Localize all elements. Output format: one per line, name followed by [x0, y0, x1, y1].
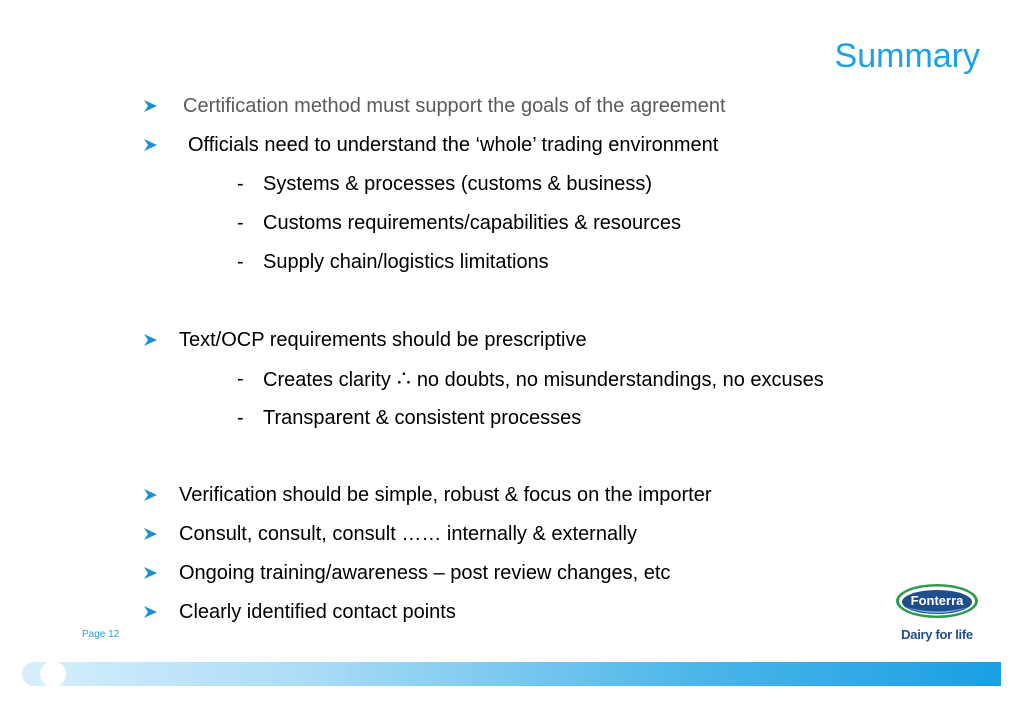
arrow-bullet-icon [143, 560, 161, 586]
sub-item-text: Supply chain/logistics limitations [263, 251, 549, 273]
arrow-bullet-icon [143, 521, 161, 547]
footer-gradient-bar [22, 662, 1001, 686]
slide-title: Summary [834, 37, 980, 75]
arrow-bullet-icon [143, 132, 161, 158]
bullet-text: Clearly identified contact points [179, 601, 456, 623]
sub-item-dash: - [237, 173, 244, 195]
page-number: Page 12 [82, 629, 120, 640]
bullet-text: Text/OCP requirements should be prescriptive [179, 329, 587, 351]
bullet-text: Certification method must support the goals of the agreement [183, 95, 726, 117]
footer-dot [40, 661, 66, 687]
bullet-text: Verification should be simple, robust & focus on the importer [179, 484, 712, 506]
logo-tagline: Dairy for life [901, 627, 973, 642]
arrow-bullet-icon [143, 482, 161, 508]
sub-item-dash: - [237, 251, 244, 273]
sub-item-text: Customs requirements/capabilities & resources [263, 212, 681, 234]
sub-item-dash: - [237, 407, 244, 429]
sub-item-dash: - [237, 368, 244, 390]
sub-item-text-after: no doubts, no misunderstandings, no excuses [416, 369, 824, 391]
sub-item-text: Transparent & consistent processes [263, 407, 582, 429]
sub-item-dash: - [237, 212, 244, 234]
arrow-bullet-icon [143, 93, 161, 119]
arrow-bullet-icon [143, 327, 161, 353]
bullet-text: Consult, consult, consult …… internally & externally [179, 523, 637, 545]
logo-wordmark: Fonterra [910, 593, 964, 608]
arrow-bullet-icon [143, 599, 161, 625]
sub-item-text: Systems & processes (customs & business) [263, 173, 653, 195]
bullet-text: Officials need to understand the ‘whole’ trading environment [188, 134, 719, 156]
therefore-symbol: ∴ [396, 366, 411, 391]
sub-item-text [263, 366, 824, 393]
fonterra-logo [893, 583, 981, 647]
bullet-text: Ongoing training/awareness – post review changes, etc [179, 562, 671, 584]
sub-item-text-before: Creates clarity [263, 369, 391, 391]
